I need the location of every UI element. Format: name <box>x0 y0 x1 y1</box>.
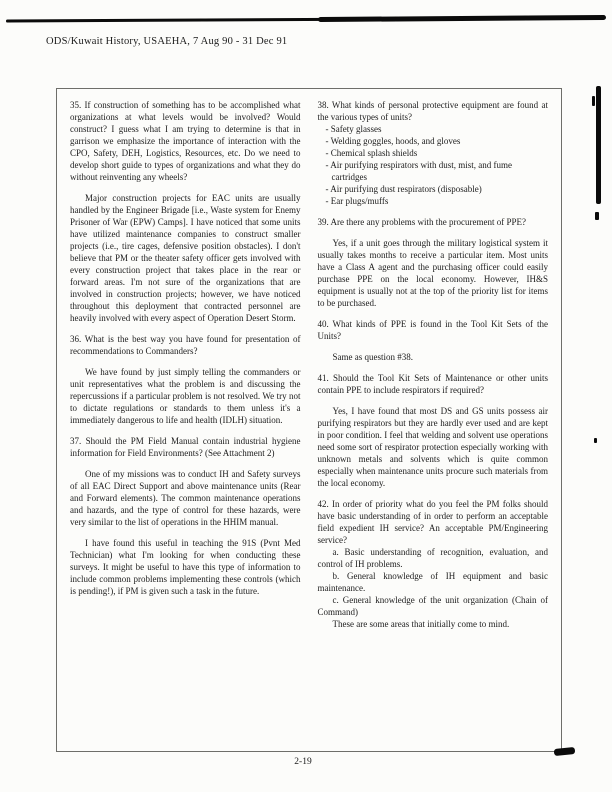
right-column <box>318 99 549 741</box>
bullet-item: - Air purifying respirators with dust, mist, and fume cartridges <box>325 160 512 182</box>
scan-artifact-right-tick <box>592 96 595 106</box>
list-item: c. General knowledge of the unit organization (Chain of Command) <box>317 595 548 617</box>
bullet-item: - Welding goggles, hoods, and gloves <box>325 136 461 146</box>
answer-paragraph: I have found this useful in teaching the 91S (Pvnt Med Technician) what I'm looking for when conducting these surveys. It might be useful to have this type of information to include common problems implementing these controls (which is pending!), if PM is given such a task in the future. <box>70 538 301 596</box>
scan-artifact-top-line-2 <box>318 15 606 22</box>
question-text: 35. If construction of something has to be accomplished what organizations at what levels would be involved? Would construct? I guess what I am trying to determine is that in garrison we emphasize the importance of interaction with the CPO, Safety, DEH, Logistics, Resources, etc. Do we need to develop short guide to types of organizations and what they do without reinventing any wheels? <box>70 100 301 182</box>
question-text: 41. Should the Tool Kit Sets of Maintenance or other units contain PPE to include respirators if required? <box>317 373 548 395</box>
scan-artifact-dot <box>595 212 599 220</box>
question-text: 40. What kinds of PPE is found in the Tool Kit Sets of the Units? <box>317 319 548 341</box>
scan-artifact-bottom-blob <box>554 747 576 756</box>
scan-artifact-right-bar <box>596 86 601 204</box>
list-item: These are some areas that initially come to mind. <box>332 619 510 629</box>
page-number: 2-19 <box>294 757 312 767</box>
left-column <box>70 99 301 741</box>
answer-paragraph: Same as question #38. <box>332 352 413 362</box>
content-box <box>56 88 562 752</box>
question-text: 39. Are there any problems with the procurement of PPE? <box>317 217 526 227</box>
answer-paragraph: Yes, I have found that most DS and GS units possess air purifying respirators but they are hardly ever used and are kept in poor condition. I feel that welding and solvent use operations need some sort of respirator protection especially working with unknown metals and solvents which is quite common especially when maintenance units procure such materials from the local economy. <box>317 406 548 488</box>
bullet-item: - Air purifying dust respirators (disposable) <box>325 184 482 194</box>
answer-paragraph: Yes, if a unit goes through the military logistical system it usually takes months to receive a particular item. Most units have a Class A agent and the purchasing officer could easily purchase PPE on the local economy. However, IH&S equipment is usually not at the top of the priority list for items to be purchased. <box>317 238 548 308</box>
list-item: a. Basic understanding of recognition, evaluation, and control of IH problems. <box>317 547 548 569</box>
bullet-item: - Safety glasses <box>325 124 382 134</box>
list-item: b. General knowledge of IH equipment and basic maintenance. <box>317 571 548 593</box>
page-header: ODS/Kuwait History, USAEHA, 7 Aug 90 - 31 Dec 91 <box>46 36 288 47</box>
question-text: 38. What kinds of personal protective equipment are found at the various types of units? <box>317 100 548 122</box>
answer-paragraph: Major construction projects for EAC units are usually handled by the Engineer Brigade [i.e., Waste system for Enemy Prisoner of War (EPW) Camps]. I have noticed that some units have utilized maintenance companies to construct smaller projects (i.e., tire cages, defensive position obstacles). I don't believe that PM or the theater safety officer gets involved with every construction project that takes place in the rear or forward areas. I'm not sure of the organizations that are involved in construction projects; however, we have noticed throughout this deployment that contracted personnel are heavily involved with every aspect of Operation Desert Storm. <box>70 193 301 323</box>
question-text: 36. What is the best way you have found for presentation of recommendations to Commanders? <box>70 334 301 356</box>
answer-paragraph: One of my missions was to conduct IH and Safety surveys of all EAC Direct Support and above maintenance units (Rear and Forward elements). The common maintenance operations and hazards, and the type of control for these hazards, were very similar to the list of operations in the HHIM manual. <box>70 469 301 527</box>
question-text: 42. In order of priority what do you feel the PM folks should have basic understanding of in order to perform an acceptable field expedient IH service? An acceptable PM/Engineering service? <box>317 499 548 545</box>
scan-artifact-dot-small <box>594 438 597 443</box>
bullet-item: - Ear plugs/muffs <box>325 196 389 206</box>
bullet-item: - Chemical splash shields <box>325 148 418 158</box>
question-text: 37. Should the PM Field Manual contain industrial hygiene information for Field Environments? (See Attachment 2) <box>70 436 301 458</box>
answer-paragraph: We have found by just simply telling the commanders or unit representatives what the problem is and discussing the repercussions if a particular problem is not resolved. We try not to dictate regulations or standards to them unless it's a immediately dangerous to life and health (IDLH) situation. <box>70 367 301 425</box>
